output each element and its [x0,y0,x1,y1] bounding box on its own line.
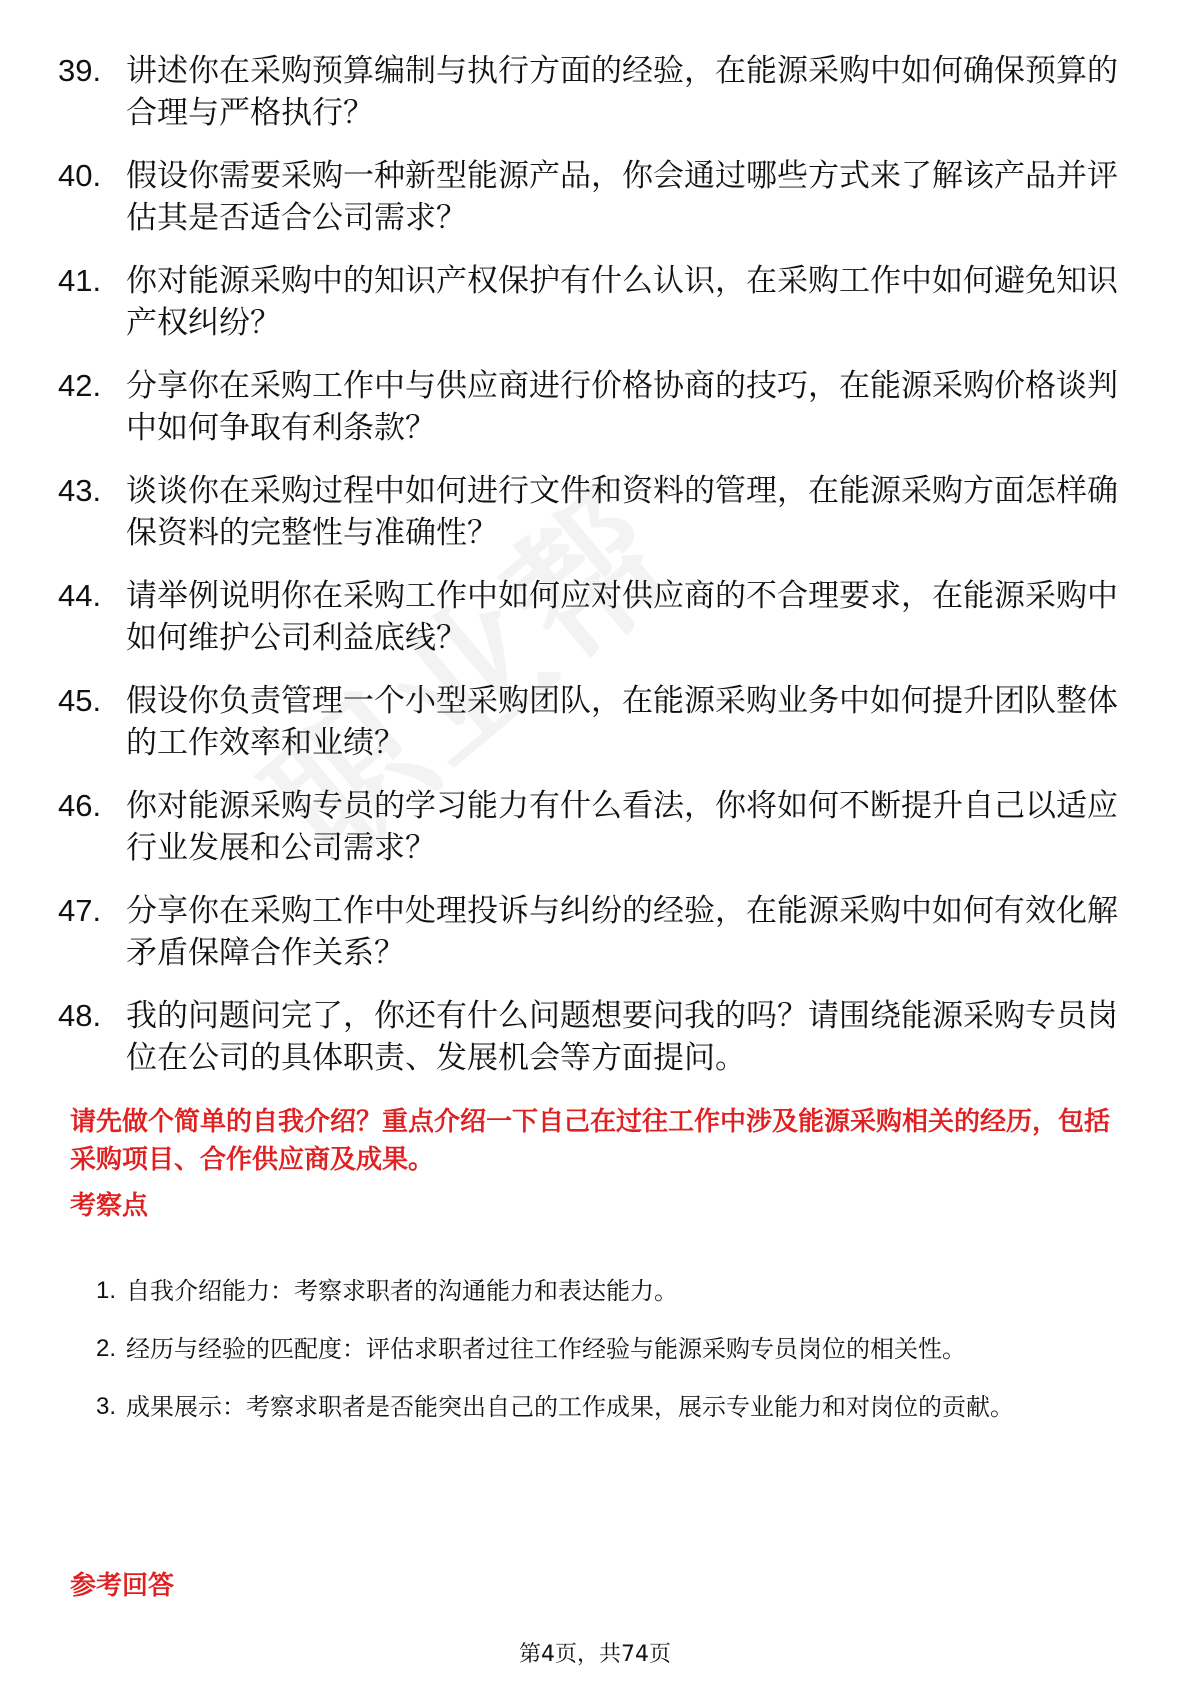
question-number: 47. [58,893,102,928]
question-text: 我的问题问完了，你还有什么问题想要问我的吗？请围绕能源采购专员岗位在公司的具体职责、发展机会等方面提问。 [126,998,1118,1076]
exam-point-number: 2. [96,1335,117,1362]
question-text: 讲述你在采购预算编制与执行方面的经验，在能源采购中如何确保预算的合理与严格执行？ [126,53,1118,131]
question-number: 48. [58,998,102,1033]
question-item [58,155,1118,239]
question-item [58,785,1118,869]
exam-points-heading: 考察点 [70,1191,149,1221]
question-text: 你对能源采购中的知识产权保护有什么认识，在采购工作中如何避免知识产权纠纷？ [126,263,1118,341]
question-list [58,50,1118,1100]
question-item [58,680,1118,764]
question-item [58,890,1118,974]
highlight-question: 请先做个简单的自我介绍？重点介绍一下自己在过往工作中涉及能源采购相关的经历，包括采购项目、合作供应商及成果。 [70,1107,1111,1175]
question-text: 请举例说明你在采购工作中如何应对供应商的不合理要求，在能源采购中如何维护公司利益底线？ [126,578,1118,656]
question-item [58,365,1118,449]
exam-point-number: 1. [96,1277,117,1304]
exam-point-text: 自我介绍能力：考察求职者的沟通能力和表达能力。 [126,1277,678,1305]
exam-points-list [96,1262,1121,1436]
exam-point-item [96,1378,1121,1436]
question-text: 分享你在采购工作中与供应商进行价格协商的技巧，在能源采购价格谈判中如何争取有利条款？ [126,368,1118,446]
question-item [58,260,1118,344]
question-item [58,470,1118,554]
question-text: 你对能源采购专员的学习能力有什么看法，你将如何不断提升自己以适应行业发展和公司需求？ [126,788,1118,866]
question-item [58,50,1118,134]
exam-point-text: 成果展示：考察求职者是否能突出自己的工作成果，展示专业能力和对岗位的贡献。 [126,1393,1014,1421]
exam-point-item [96,1320,1121,1378]
question-number: 45. [58,683,102,718]
page-footer: 第4页，共74页 [519,1642,671,1667]
question-number: 40. [58,158,102,193]
reference-answer-heading: 参考回答 [70,1571,175,1601]
question-number: 44. [58,578,102,613]
exam-point-number: 3. [96,1393,117,1420]
question-text: 假设你需要采购一种新型能源产品，你会通过哪些方式来了解该产品并评估其是否适合公司需求？ [126,158,1118,236]
question-text: 假设你负责管理一个小型采购团队，在能源采购业务中如何提升团队整体的工作效率和业绩？ [126,683,1118,761]
question-item [58,575,1118,659]
question-number: 46. [58,788,102,823]
exam-point-text: 经历与经验的匹配度：评估求职者过往工作经验与能源采购专员岗位的相关性。 [126,1335,966,1363]
question-text: 谈谈你在采购过程中如何进行文件和资料的管理，在能源采购方面怎样确保资料的完整性与准确性？ [126,473,1118,551]
exam-point-item [96,1262,1121,1320]
question-number: 41. [58,263,102,298]
question-number: 43. [58,473,102,508]
question-number: 42. [58,368,102,403]
question-text: 分享你在采购工作中处理投诉与纠纷的经验，在能源采购中如何有效化解矛盾保障合作关系？ [126,893,1118,971]
question-number: 39. [58,53,102,88]
question-item [58,995,1118,1079]
